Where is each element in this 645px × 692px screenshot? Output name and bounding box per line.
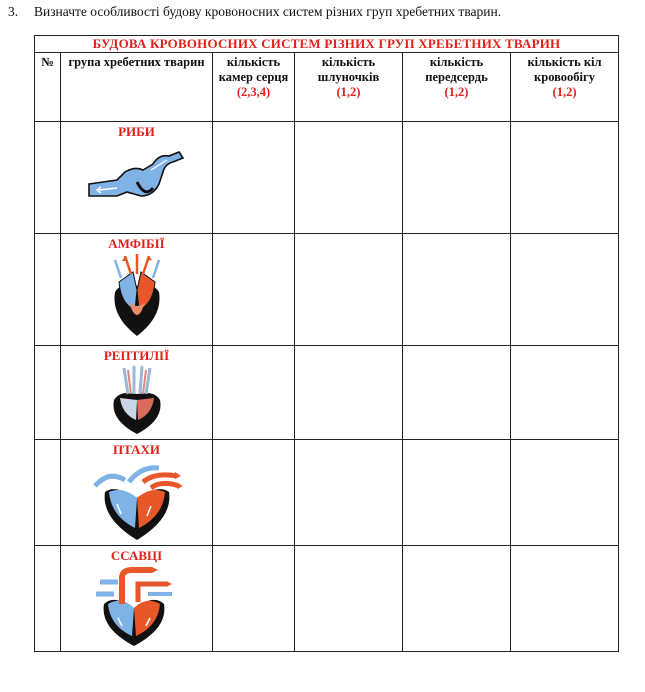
header-chambers-hint: (2,3,4): [236, 85, 271, 99]
ventricles-cell[interactable]: [295, 546, 403, 652]
header-row: [35, 53, 619, 122]
header-ventricles-hint: (1,2): [336, 85, 361, 99]
header-ventricles: кількість шлуночків (1,2): [295, 53, 403, 122]
circulation-loops-cell[interactable]: [511, 440, 619, 546]
row-number-cell[interactable]: [35, 440, 61, 546]
circulation-loops-cell[interactable]: [511, 346, 619, 440]
header-circulation-loops: кількість кіл кровообігу (1,2): [511, 53, 619, 122]
circulation-loops-cell[interactable]: [511, 546, 619, 652]
ventricles-cell[interactable]: [295, 122, 403, 234]
task-number: 3.: [8, 4, 19, 19]
ventricles-cell[interactable]: [295, 440, 403, 546]
mammal-heart-icon: [92, 564, 182, 648]
table-row: [35, 122, 619, 234]
bird-heart-icon: [89, 458, 185, 542]
chambers-cell[interactable]: [213, 346, 295, 440]
table-row: [35, 346, 619, 440]
group-name: РИБИ: [118, 124, 155, 139]
atria-cell[interactable]: [403, 346, 511, 440]
circulation-loops-cell[interactable]: [511, 234, 619, 346]
atria-cell[interactable]: [403, 440, 511, 546]
chambers-cell[interactable]: [213, 122, 295, 234]
task-statement: [8, 4, 501, 20]
row-number-cell[interactable]: [35, 234, 61, 346]
group-name: ПТАХИ: [112, 442, 161, 457]
header-group: група хребетних тварин: [61, 53, 213, 122]
chambers-cell[interactable]: [213, 440, 295, 546]
group-cell: [61, 234, 213, 346]
ventricles-cell[interactable]: [295, 346, 403, 440]
table-row: [35, 234, 619, 346]
circulation-loops-cell[interactable]: [511, 122, 619, 234]
group-name: АМФІБІЇ: [108, 236, 165, 251]
circulatory-systems-table: [34, 35, 619, 652]
group-cell: [61, 346, 213, 440]
amphibian-heart-icon: [107, 252, 167, 338]
group-cell: [61, 546, 213, 652]
fish-heart-icon: [87, 140, 187, 212]
group-cell: [61, 440, 213, 546]
atria-cell[interactable]: [403, 122, 511, 234]
row-number-cell[interactable]: [35, 346, 61, 440]
group-name: РЕПТИЛІЇ: [103, 348, 170, 363]
table-row: [35, 546, 619, 652]
header-circulation-loops-hint: (1,2): [552, 85, 577, 99]
header-number: №: [35, 53, 61, 122]
atria-cell[interactable]: [403, 234, 511, 346]
chambers-cell[interactable]: [213, 234, 295, 346]
group-name: ССАВЦІ: [110, 548, 163, 563]
group-cell: [61, 122, 213, 234]
reptile-heart-icon: [108, 364, 166, 436]
header-chambers: кількість камер серця (2,3,4): [213, 53, 295, 122]
table-title: БУДОВА КРОВОНОСНИХ СИСТЕМ РІЗНИХ ГРУП ХРЕБЕТНИХ ТВАРИН: [35, 36, 619, 53]
row-number-cell[interactable]: [35, 122, 61, 234]
header-atria-hint: (1,2): [444, 85, 469, 99]
task-text: Визначте особливості будову кровоносних систем різних груп хребетних тварин.: [34, 4, 502, 19]
ventricles-cell[interactable]: [295, 234, 403, 346]
chambers-cell[interactable]: [213, 546, 295, 652]
row-number-cell[interactable]: [35, 546, 61, 652]
atria-cell[interactable]: [403, 546, 511, 652]
table-row: [35, 440, 619, 546]
header-atria: кількість передсердь (1,2): [403, 53, 511, 122]
